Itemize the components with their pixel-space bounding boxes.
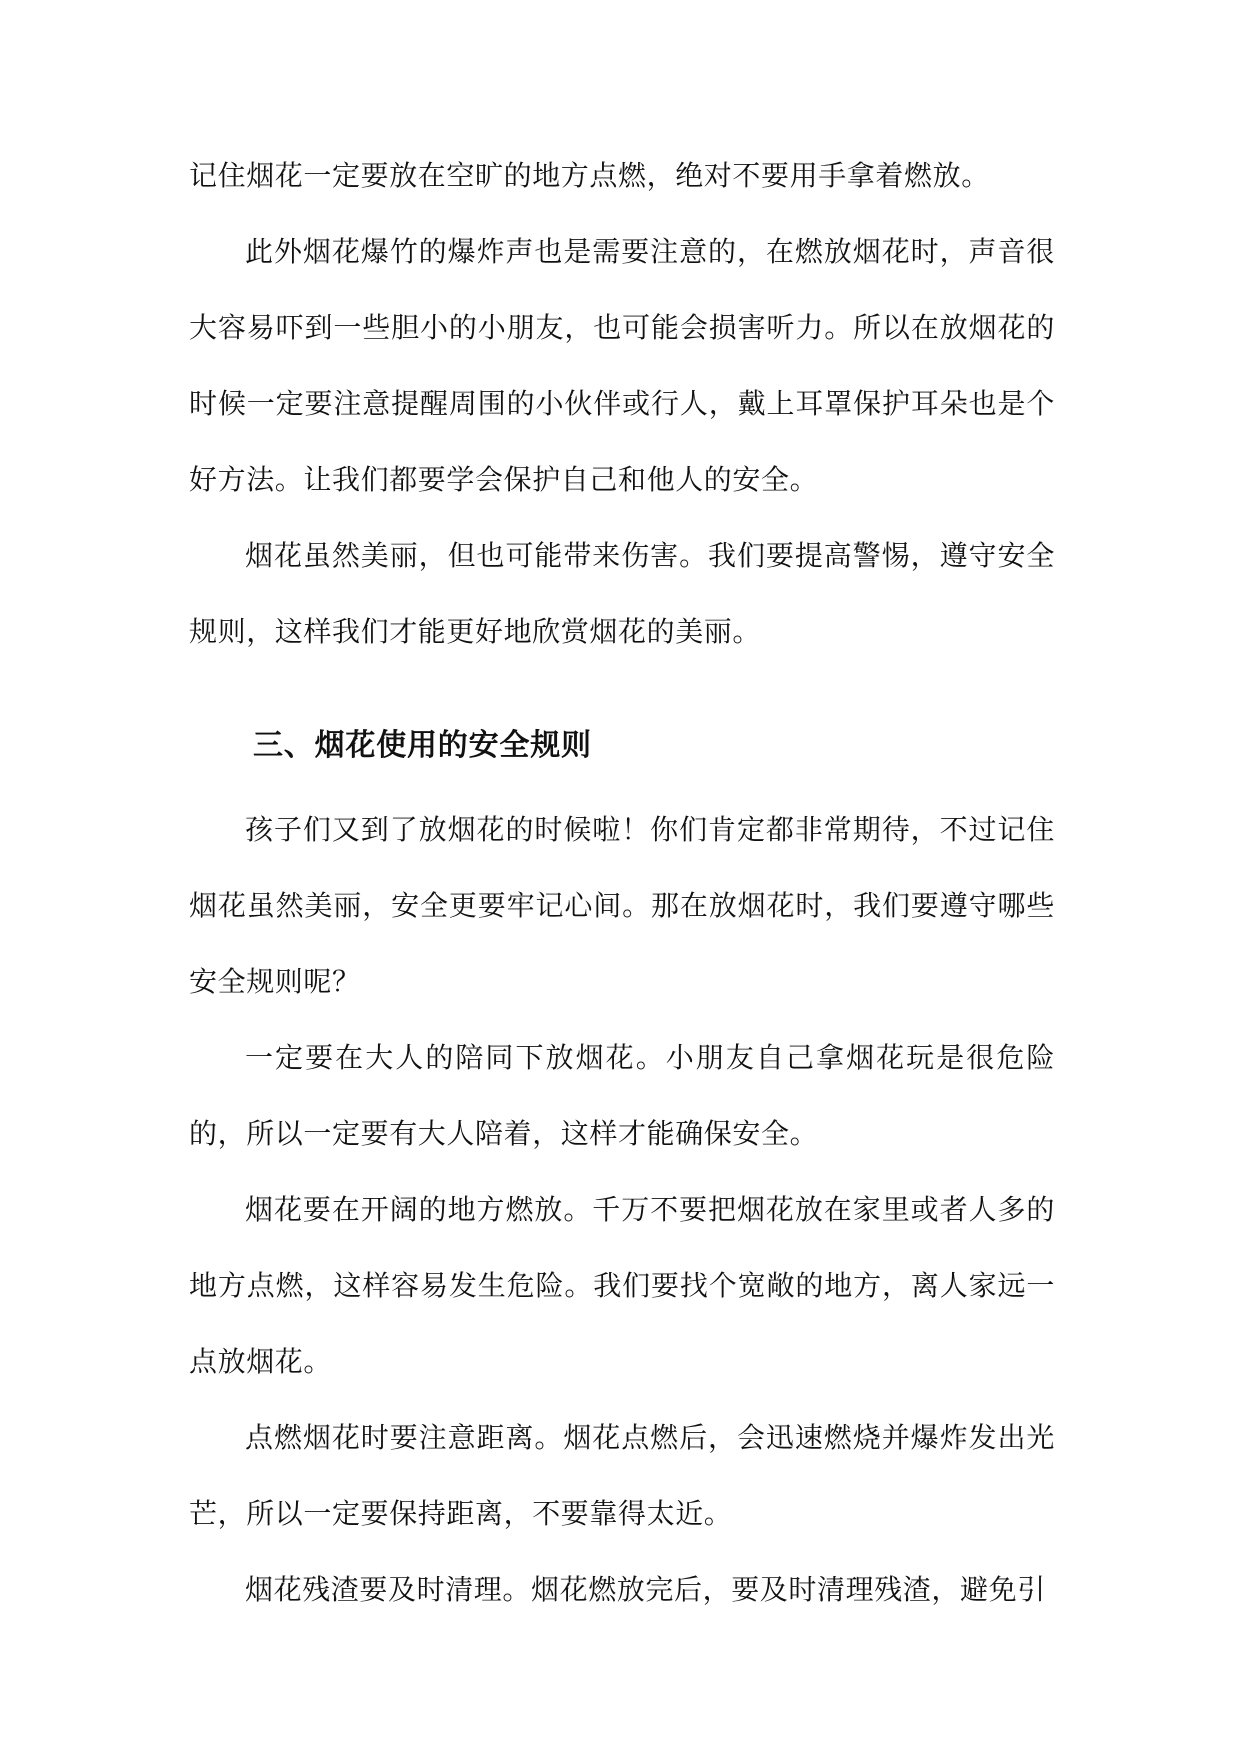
paragraph-intro: 孩子们又到了放烟花的时候啦！你们肯定都非常期待，不过记住烟花虽然美丽，安全更要牢记心间。那在放烟花时，我们要遵守哪些安全规则呢？ [189, 813, 1055, 998]
paragraph-rule-distance: 点燃烟花时要注意距离。烟花点燃后，会迅速燃烧并爆炸发出光芒，所以一定要保持距离，不要靠得太近。 [189, 1421, 1055, 1530]
paragraph-rule-adult: 一定要在大人的陪同下放烟花。小朋友自己拿烟花玩是很危险的，所以一定要有大人陪着，这样才能确保安全。 [189, 1041, 1055, 1150]
paragraph-rule-cleanup: 烟花残渣要及时清理。烟花燃放完后，要及时清理残渣，避免引 [245, 1573, 1046, 1606]
paragraph-continued: 记住烟花一定要放在空旷的地方点燃，绝对不要用手拿着燃放。 [189, 159, 990, 192]
section-heading: 三、烟花使用的安全规则 [253, 728, 592, 763]
document-body [189, 138, 1055, 1628]
paragraph-rule-open-space: 烟花要在开阔的地方燃放。千万不要把烟花放在家里或者人多的地方点燃，这样容易发生危险。我们要找个宽敞的地方，离人家远一点放烟花。 [189, 1193, 1055, 1378]
paragraph-noise-warning: 此外烟花爆竹的爆炸声也是需要注意的，在燃放烟花时，声音很大容易吓到一些胆小的小朋友，也可能会损害听力。所以在放烟花的时候一定要注意提醒周围的小伙伴或行人，戴上耳罩保护耳朵也是个好方法。让我们都要学会保护自己和他人的安全。 [189, 235, 1055, 496]
paragraph-safety-summary: 烟花虽然美丽，但也可能带来伤害。我们要提高警惕，遵守安全规则，这样我们才能更好地欣赏烟花的美丽。 [189, 539, 1055, 648]
